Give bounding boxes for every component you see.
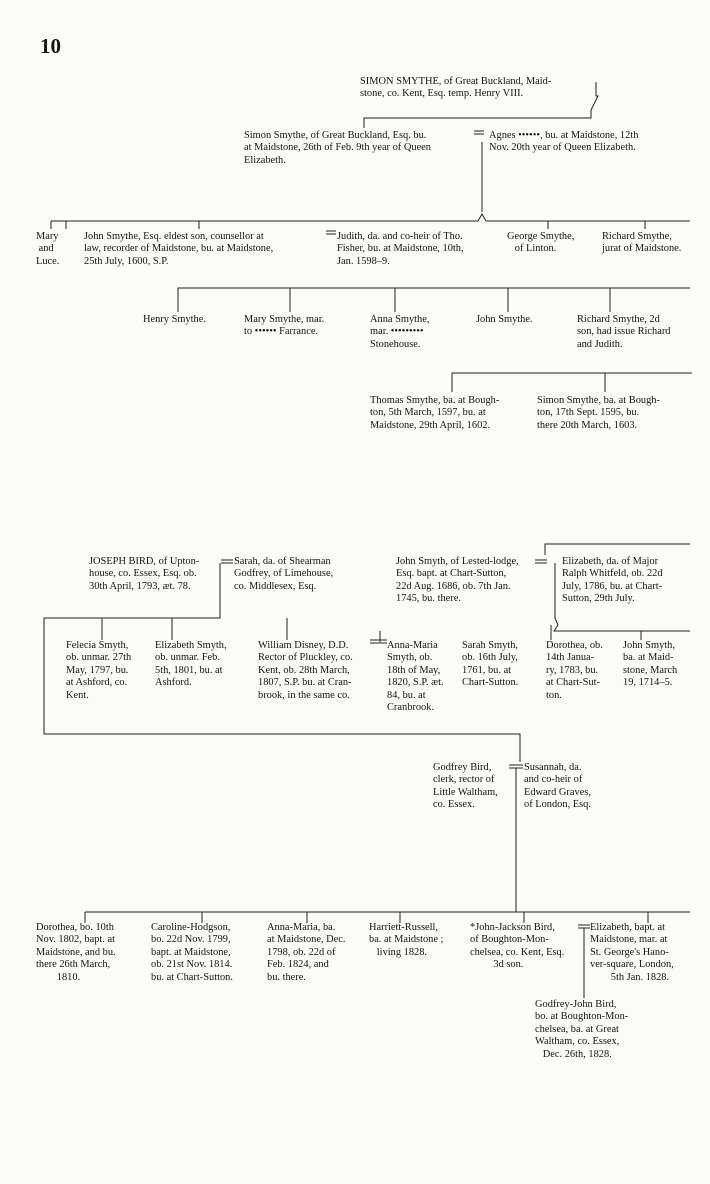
entry-simon-smythe-junior: Simon Smythe, of Great Buckland, Esq. bu. at Maidstone, 26th of Feb. 9th year of Queen Elizabeth. — [244, 130, 431, 166]
entry-godfrey-bird: Godfrey Bird, clerk, rector of Little Waltham, co. Essex. — [433, 762, 498, 811]
entry-susannah: Susannah, da. and co-heir of Edward Graves, of London, Esq. — [524, 762, 591, 811]
entry-sarah-smyth: Sarah Smyth, ob. 16th July, 1761, bu. at Chart-Sutton. — [462, 640, 519, 689]
entry-george-smythe: George Smythe, of Linton. — [507, 231, 575, 255]
entry-mary-smythe-farrance: Mary Smythe, mar. to •••••• Farrance. — [244, 314, 325, 338]
entry-mary-luce: Mary and Luce. — [36, 231, 60, 267]
entry-richard-smythe-jurat: Richard Smythe, jurat of Maidstone. — [602, 231, 682, 255]
page-number: 10 — [40, 34, 61, 58]
entry-john-smyth-1714: John Smyth, ba. at Maid- stone, March 19, 1714–5. — [623, 640, 678, 689]
entry-agnes: Agnes ••••••, bu. at Maidstone, 12th Nov. 20th year of Queen Elizabeth. — [489, 130, 639, 154]
entry-richard-smythe-2d: Richard Smythe, 2d son, had issue Richard and Judith. — [577, 314, 671, 350]
entry-thomas-smythe: Thomas Smythe, ba. at Bough- ton, 5th March, 1597, bu. at Maidstone, 29th April, 1602. — [370, 395, 500, 431]
entry-caroline-hodgson: Caroline-Hodgson, bo. 22d Nov. 1799, bapt. at Maidstone, ob. 21st Nov. 1814. bu. at Chart-Sutton. — [151, 922, 233, 983]
entry-william-disney: William Disney, D.D. Rector of Pluckley, co. Kent, ob. 28th March, 1807, S.P. bu. at Cran- brook, in the same co. — [258, 640, 353, 701]
entry-henry-smythe: Henry Smythe. — [143, 314, 206, 325]
entry-elizabeth-whitfeld: Elizabeth, da. of Major Ralph Whitfeld, ob. 22d July, 1786, bu. at Chart- Sutton, 29th July. — [562, 556, 663, 605]
entry-godfrey-john-bird: Godfrey-John Bird, bo. at Boughton-Mon- chelsea, ba. at Great Waltham, co. Essex, Dec. 26th, 1828. — [535, 999, 629, 1060]
entry-felecia-smyth: Felecia Smyth, ob. unmar. 27th May, 1797, bu. at Ashford, co. Kent. — [66, 640, 132, 701]
entry-elizabeth-smyth: Elizabeth Smyth, ob. unmar. Feb. 5th, 1801, bu. at Ashford. — [155, 640, 227, 689]
entry-harriett-russell: Harriett-Russell, ba. at Maidstone ; living 1828. — [369, 922, 444, 958]
entry-sarah-godfrey: Sarah, da. of Shearman Godfrey, of Limehouse, co. Middlesex, Esq. — [234, 556, 334, 592]
entry-judith: Judith, da. and co-heir of Tho. Fisher, bu. at Maidstone, 10th, Jan. 1598–9. — [337, 231, 464, 267]
entry-simon-smythe-senior: SIMON SMYTHE, of Great Buckland, Maid- stone, co. Kent, Esq. temp. Henry VIII. — [360, 76, 552, 100]
entry-john-smythe-eldest: John Smythe, Esq. eldest son, counsellor at law, recorder of Maidstone, bu. at Maidstone, 25th July, 1600, S.P. — [84, 231, 274, 267]
entry-simon-smythe-bapt: Simon Smythe, ba. at Bough- ton, 17th Sept. 1595, bu. there 20th March, 1603. — [537, 395, 660, 431]
entry-anna-smythe: Anna Smythe, mar. ••••••••• Stonehouse. — [370, 314, 430, 350]
line-gen2-bar — [51, 214, 690, 221]
entry-elizabeth-1828: Elizabeth, bapt. at Maidstone, mar. at St. George's Hano- ver-square, London, 5th Jan. 1828. — [590, 922, 674, 983]
entry-john-jackson-bird: *John-Jackson Bird, of Boughton-Mon- chelsea, co. Kent, Esq. 3d son. — [470, 922, 565, 971]
entry-joseph-bird: JOSEPH BIRD, of Upton- house, co. Essex, Esq. ob. 30th April, 1793, æt. 78. — [89, 556, 200, 592]
entry-john-smythe: John Smythe. — [476, 314, 533, 325]
entry-john-smyth-lested: John Smyth, of Lested-lodge, Esq. bapt. at Chart-Sutton, 22d Aug. 1686, ob. 7th Jan. 1745, bu. there. — [396, 556, 519, 605]
entry-anna-maria-ba: Anna-Maria, ba. at Maidstone, Dec. 1798, ob. 22d of Feb. 1824, and bu. there. — [267, 922, 346, 983]
entry-dorothea-1783: Dorothea, ob. 14th Janua- ry, 1783, bu. at Chart-Sut- ton. — [546, 640, 603, 701]
entry-dorothea-1802: Dorothea, bo. 10th Nov. 1802, bapt. at Maidstone, and bu. there 26th March, 1810. — [36, 922, 116, 983]
entry-anna-maria-smyth: Anna-Maria Smyth, ob. 18th of May, 1820, S.P. æt. 84, bu. at Cranbrook. — [387, 640, 444, 714]
